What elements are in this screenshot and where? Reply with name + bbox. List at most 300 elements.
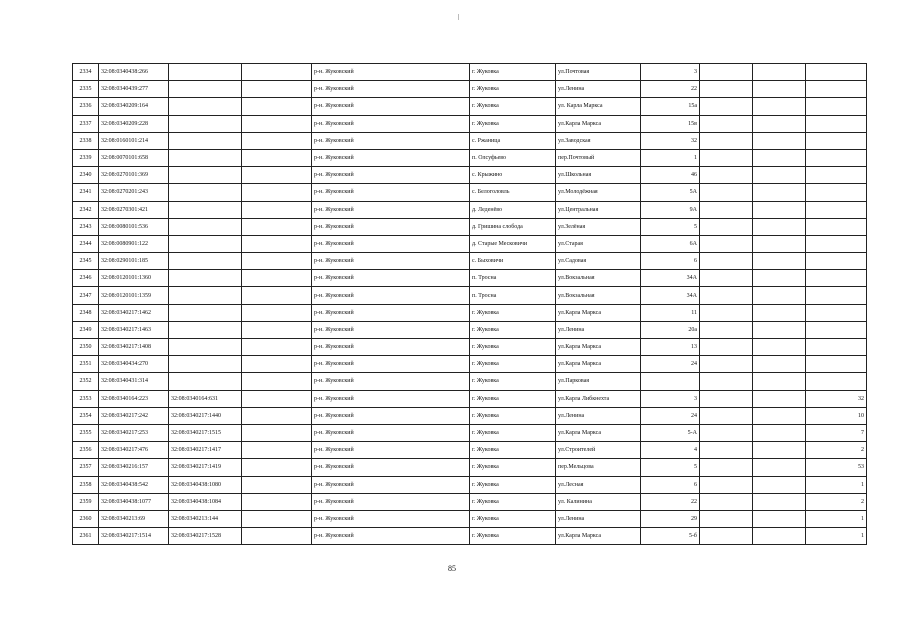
house-cell: 24	[641, 407, 700, 424]
table-row	[73, 356, 867, 373]
empty-cell	[242, 373, 312, 390]
street-cell: ул.Карла Маркса	[556, 304, 641, 321]
house-cell: 20а	[641, 321, 700, 338]
district-cell: р-н. Жуковский	[312, 510, 470, 527]
street-cell: ул.Ленина	[556, 407, 641, 424]
empty-cell	[242, 64, 312, 81]
empty-cell	[753, 493, 806, 510]
table-row	[73, 510, 867, 527]
empty-cell	[700, 493, 753, 510]
premises-number-cell: 1	[806, 528, 867, 545]
cadastral-number-building: 32:08:0340431:314	[99, 373, 169, 390]
scan-mark	[458, 14, 459, 20]
cadastral-number-building: 32:08:0120101:1359	[99, 287, 169, 304]
locality-cell: д. Леденёво	[470, 201, 556, 218]
empty-cell	[753, 167, 806, 184]
locality-cell: с. Быховичи	[470, 253, 556, 270]
premises-number-cell	[806, 287, 867, 304]
premises-number-cell: 2	[806, 442, 867, 459]
cadastral-number-premises: 32:08:0340438:1080	[169, 476, 242, 493]
empty-cell	[753, 132, 806, 149]
district-cell: р-н. Жуковский	[312, 304, 470, 321]
table-row	[73, 339, 867, 356]
premises-number-cell	[806, 339, 867, 356]
cadastral-number-building: 32:08:0340217:1408	[99, 339, 169, 356]
district-cell: р-н. Жуковский	[312, 270, 470, 287]
record-number: 2335	[73, 81, 99, 98]
empty-cell	[242, 201, 312, 218]
district-cell: р-н. Жуковский	[312, 64, 470, 81]
house-cell: 6А	[641, 235, 700, 252]
empty-cell	[753, 98, 806, 115]
empty-cell	[753, 442, 806, 459]
table-row	[73, 424, 867, 441]
empty-cell	[700, 218, 753, 235]
cadastral-number-building: 32:08:0120101:1360	[99, 270, 169, 287]
cadastral-number-building: 32:08:0340217:1514	[99, 528, 169, 545]
table-row	[73, 528, 867, 545]
house-cell: 13	[641, 339, 700, 356]
house-cell: 22	[641, 81, 700, 98]
street-cell: ул.Зелёная	[556, 218, 641, 235]
table-row	[73, 373, 867, 390]
empty-cell	[700, 459, 753, 476]
house-cell: 24	[641, 356, 700, 373]
record-number: 2339	[73, 149, 99, 166]
cadastral-number-premises	[169, 373, 242, 390]
record-number: 2343	[73, 218, 99, 235]
record-number: 2348	[73, 304, 99, 321]
district-cell: р-н. Жуковский	[312, 98, 470, 115]
cadastral-number-premises	[169, 115, 242, 132]
street-cell: ул.Вокзальная	[556, 270, 641, 287]
district-cell: р-н. Жуковский	[312, 476, 470, 493]
empty-cell	[242, 184, 312, 201]
cadastral-number-premises	[169, 321, 242, 338]
premises-number-cell: 1	[806, 510, 867, 527]
premises-number-cell	[806, 373, 867, 390]
table-row	[73, 476, 867, 493]
empty-cell	[753, 270, 806, 287]
street-cell: ул.Ленина	[556, 81, 641, 98]
district-cell: р-н. Жуковский	[312, 235, 470, 252]
empty-cell	[753, 390, 806, 407]
cadastral-number-premises: 32:08:0340217:1515	[169, 424, 242, 441]
record-number: 2338	[73, 132, 99, 149]
table-row	[73, 459, 867, 476]
street-cell: ул.Ленина	[556, 510, 641, 527]
street-cell: ул.Строителей	[556, 442, 641, 459]
locality-cell: г. Жуковка	[470, 390, 556, 407]
district-cell: р-н. Жуковский	[312, 115, 470, 132]
street-cell: ул.Ленина	[556, 321, 641, 338]
table-row	[73, 253, 867, 270]
table-row	[73, 270, 867, 287]
record-number: 2353	[73, 390, 99, 407]
record-number: 2345	[73, 253, 99, 270]
record-number: 2355	[73, 424, 99, 441]
empty-cell	[753, 528, 806, 545]
street-cell: ул.Заводская	[556, 132, 641, 149]
table-row	[73, 321, 867, 338]
district-cell: р-н. Жуковский	[312, 528, 470, 545]
empty-cell	[700, 98, 753, 115]
empty-cell	[753, 115, 806, 132]
house-cell: 32	[641, 132, 700, 149]
cadastral-number-building: 32:08:0340217:1463	[99, 321, 169, 338]
cadastral-number-building: 32:08:0340164:223	[99, 390, 169, 407]
house-cell: 5-А	[641, 424, 700, 441]
table-row	[73, 149, 867, 166]
cadastral-number-premises	[169, 64, 242, 81]
empty-cell	[753, 373, 806, 390]
record-number: 2337	[73, 115, 99, 132]
street-cell: ул.Карла Маркса	[556, 339, 641, 356]
empty-cell	[700, 321, 753, 338]
empty-cell	[700, 115, 753, 132]
cadastral-number-building: 32:08:0340434:270	[99, 356, 169, 373]
table-row	[73, 304, 867, 321]
record-number: 2342	[73, 201, 99, 218]
cadastral-number-premises	[169, 149, 242, 166]
premises-number-cell	[806, 149, 867, 166]
locality-cell: п. Тросна	[470, 287, 556, 304]
street-cell: пер.Мельцова	[556, 459, 641, 476]
street-cell: ул.Карла Либкнехта	[556, 390, 641, 407]
empty-cell	[700, 528, 753, 545]
table-row	[73, 132, 867, 149]
table-row	[73, 167, 867, 184]
empty-cell	[700, 287, 753, 304]
district-cell: р-н. Жуковский	[312, 149, 470, 166]
empty-cell	[242, 321, 312, 338]
record-number: 2352	[73, 373, 99, 390]
premises-number-cell: 10	[806, 407, 867, 424]
table-row	[73, 407, 867, 424]
empty-cell	[700, 390, 753, 407]
empty-cell	[753, 459, 806, 476]
empty-cell	[242, 424, 312, 441]
locality-cell: г. Жуковка	[470, 459, 556, 476]
district-cell: р-н. Жуковский	[312, 390, 470, 407]
district-cell: р-н. Жуковский	[312, 167, 470, 184]
cadastral-number-building: 32:08:0270301:421	[99, 201, 169, 218]
empty-cell	[753, 510, 806, 527]
locality-cell: г. Жуковка	[470, 64, 556, 81]
house-cell: 46	[641, 167, 700, 184]
locality-cell: д. Гришина слобода	[470, 218, 556, 235]
locality-cell: г. Жуковка	[470, 304, 556, 321]
empty-cell	[242, 493, 312, 510]
table-row	[73, 235, 867, 252]
locality-cell: г. Жуковка	[470, 528, 556, 545]
locality-cell: г. Жуковка	[470, 407, 556, 424]
record-number: 2357	[73, 459, 99, 476]
house-cell: 9А	[641, 201, 700, 218]
locality-cell: г. Жуковка	[470, 356, 556, 373]
house-cell: 29	[641, 510, 700, 527]
premises-number-cell	[806, 235, 867, 252]
table-row	[73, 81, 867, 98]
empty-cell	[242, 218, 312, 235]
empty-cell	[700, 184, 753, 201]
cadastral-number-building: 32:08:0270101:369	[99, 167, 169, 184]
empty-cell	[242, 270, 312, 287]
empty-cell	[753, 184, 806, 201]
page-number: 85	[448, 564, 456, 573]
house-cell	[641, 373, 700, 390]
empty-cell	[242, 167, 312, 184]
locality-cell: г. Жуковка	[470, 339, 556, 356]
cadastral-number-building: 32:08:0340217:1462	[99, 304, 169, 321]
empty-cell	[242, 132, 312, 149]
locality-cell: г. Жуковка	[470, 321, 556, 338]
empty-cell	[242, 81, 312, 98]
empty-cell	[242, 407, 312, 424]
street-cell: ул.Карла Маркса	[556, 115, 641, 132]
record-number: 2347	[73, 287, 99, 304]
record-number: 2360	[73, 510, 99, 527]
premises-number-cell	[806, 132, 867, 149]
street-cell: ул.Вокзальная	[556, 287, 641, 304]
street-cell: пер.Почтовый	[556, 149, 641, 166]
empty-cell	[700, 201, 753, 218]
table-row	[73, 287, 867, 304]
empty-cell	[700, 476, 753, 493]
cadastral-number-building: 32:08:0340217:253	[99, 424, 169, 441]
house-cell: 34А	[641, 270, 700, 287]
empty-cell	[753, 235, 806, 252]
cadastral-number-premises	[169, 253, 242, 270]
record-number: 2336	[73, 98, 99, 115]
record-number: 2359	[73, 493, 99, 510]
empty-cell	[753, 287, 806, 304]
premises-number-cell: 32	[806, 390, 867, 407]
empty-cell	[700, 424, 753, 441]
district-cell: р-н. Жуковский	[312, 201, 470, 218]
cadastral-number-premises	[169, 235, 242, 252]
record-number: 2350	[73, 339, 99, 356]
house-cell: 6	[641, 253, 700, 270]
cadastral-number-premises	[169, 270, 242, 287]
premises-number-cell: 2	[806, 493, 867, 510]
district-cell: р-н. Жуковский	[312, 493, 470, 510]
empty-cell	[700, 304, 753, 321]
empty-cell	[700, 510, 753, 527]
premises-number-cell	[806, 201, 867, 218]
house-cell: 15в	[641, 115, 700, 132]
street-cell: ул.Парковая	[556, 373, 641, 390]
house-cell: 6	[641, 476, 700, 493]
street-cell: ул.Почтовая	[556, 64, 641, 81]
premises-number-cell	[806, 115, 867, 132]
locality-cell: п. Тросна	[470, 270, 556, 287]
cadastral-number-premises	[169, 218, 242, 235]
premises-number-cell	[806, 64, 867, 81]
premises-number-cell	[806, 184, 867, 201]
empty-cell	[753, 304, 806, 321]
empty-cell	[753, 407, 806, 424]
district-cell: р-н. Жуковский	[312, 356, 470, 373]
cadastral-number-premises	[169, 81, 242, 98]
house-cell: 22	[641, 493, 700, 510]
cadastral-number-building: 32:08:0340209:164	[99, 98, 169, 115]
premises-number-cell	[806, 253, 867, 270]
premises-number-cell	[806, 98, 867, 115]
table-row	[73, 218, 867, 235]
locality-cell: п. Олсуфьево	[470, 149, 556, 166]
cadastral-number-premises	[169, 98, 242, 115]
locality-cell: г. Жуковка	[470, 510, 556, 527]
table-row	[73, 98, 867, 115]
street-cell: ул.Центральная	[556, 201, 641, 218]
empty-cell	[242, 235, 312, 252]
empty-cell	[242, 304, 312, 321]
empty-cell	[753, 218, 806, 235]
cadastral-number-premises: 32:08:0340217:1419	[169, 459, 242, 476]
house-cell: 3	[641, 390, 700, 407]
empty-cell	[753, 356, 806, 373]
cadastral-number-building: 32:08:0340216:157	[99, 459, 169, 476]
street-cell: ул.Лесная	[556, 476, 641, 493]
empty-cell	[700, 356, 753, 373]
empty-cell	[753, 64, 806, 81]
street-cell: ул.Молодёжная	[556, 184, 641, 201]
locality-cell: г. Жуковка	[470, 476, 556, 493]
empty-cell	[700, 167, 753, 184]
district-cell: р-н. Жуковский	[312, 424, 470, 441]
cadastral-number-building: 32:08:0340438:266	[99, 64, 169, 81]
cadastral-number-premises	[169, 356, 242, 373]
empty-cell	[700, 339, 753, 356]
empty-cell	[700, 373, 753, 390]
cadastral-number-premises: 32:08:0340217:1417	[169, 442, 242, 459]
locality-cell: г. Жуковка	[470, 98, 556, 115]
empty-cell	[242, 98, 312, 115]
empty-cell	[753, 424, 806, 441]
cadastral-number-building: 32:08:0340217:242	[99, 407, 169, 424]
locality-cell: г. Жуковка	[470, 493, 556, 510]
premises-number-cell: 7	[806, 424, 867, 441]
cadastral-number-premises: 32:08:0340217:1440	[169, 407, 242, 424]
record-number: 2351	[73, 356, 99, 373]
house-cell: 5-б	[641, 528, 700, 545]
empty-cell	[242, 356, 312, 373]
street-cell: ул.Старая	[556, 235, 641, 252]
premises-number-cell	[806, 321, 867, 338]
register-rows	[73, 64, 867, 545]
empty-cell	[242, 149, 312, 166]
district-cell: р-н. Жуковский	[312, 81, 470, 98]
empty-cell	[700, 235, 753, 252]
record-number: 2354	[73, 407, 99, 424]
district-cell: р-н. Жуковский	[312, 442, 470, 459]
cadastral-number-building: 32:08:0080101:536	[99, 218, 169, 235]
locality-cell: г. Жуковка	[470, 115, 556, 132]
empty-cell	[242, 510, 312, 527]
cadastral-number-building: 32:08:0290101:185	[99, 253, 169, 270]
premises-number-cell	[806, 304, 867, 321]
empty-cell	[242, 339, 312, 356]
table-row	[73, 390, 867, 407]
cadastral-number-premises	[169, 167, 242, 184]
district-cell: р-н. Жуковский	[312, 407, 470, 424]
record-number: 2344	[73, 235, 99, 252]
cadastral-number-premises: 32:08:0340213:144	[169, 510, 242, 527]
street-cell: ул. Калинина	[556, 493, 641, 510]
record-number: 2334	[73, 64, 99, 81]
empty-cell	[242, 287, 312, 304]
empty-cell	[700, 253, 753, 270]
locality-cell: с. Крыжино	[470, 167, 556, 184]
empty-cell	[242, 253, 312, 270]
locality-cell: г. Жуковка	[470, 424, 556, 441]
empty-cell	[700, 149, 753, 166]
premises-number-cell	[806, 167, 867, 184]
cadastral-number-premises: 32:08:0340164:631	[169, 390, 242, 407]
record-number: 2356	[73, 442, 99, 459]
table-row	[73, 64, 867, 81]
premises-number-cell	[806, 81, 867, 98]
record-number: 2341	[73, 184, 99, 201]
empty-cell	[700, 270, 753, 287]
record-number: 2361	[73, 528, 99, 545]
premises-number-cell	[806, 270, 867, 287]
empty-cell	[242, 115, 312, 132]
empty-cell	[242, 390, 312, 407]
cadastral-number-building: 32:08:0340213:69	[99, 510, 169, 527]
cadastral-number-building: 32:08:0270201:243	[99, 184, 169, 201]
empty-cell	[700, 132, 753, 149]
cadastral-number-building: 32:08:0340438:1077	[99, 493, 169, 510]
house-cell: 5А	[641, 184, 700, 201]
cadastral-number-premises	[169, 201, 242, 218]
empty-cell	[242, 476, 312, 493]
street-cell: ул.Садовая	[556, 253, 641, 270]
cadastral-number-building: 32:08:0340209:228	[99, 115, 169, 132]
cadastral-number-building: 32:08:0340438:542	[99, 476, 169, 493]
empty-cell	[242, 442, 312, 459]
cadastral-number-premises	[169, 184, 242, 201]
table-row	[73, 201, 867, 218]
cadastral-number-building: 32:08:0340439:277	[99, 81, 169, 98]
cadastral-number-premises	[169, 132, 242, 149]
cadastral-number-premises	[169, 287, 242, 304]
house-cell: 34А	[641, 287, 700, 304]
premises-number-cell: 1	[806, 476, 867, 493]
house-cell: 1	[641, 149, 700, 166]
empty-cell	[753, 81, 806, 98]
cadastral-number-premises	[169, 304, 242, 321]
locality-cell: г. Жуковка	[470, 373, 556, 390]
locality-cell: г. Жуковка	[470, 442, 556, 459]
district-cell: р-н. Жуковский	[312, 287, 470, 304]
district-cell: р-н. Жуковский	[312, 339, 470, 356]
street-cell: ул.Карла Маркса	[556, 424, 641, 441]
cadastral-number-building: 32:08:0340217:476	[99, 442, 169, 459]
cadastral-number-building: 32:08:0070101:658	[99, 149, 169, 166]
empty-cell	[700, 81, 753, 98]
house-cell: 5	[641, 218, 700, 235]
premises-number-cell: 53	[806, 459, 867, 476]
locality-cell: с. Белоголовль	[470, 184, 556, 201]
locality-cell: с. Ржаница	[470, 132, 556, 149]
record-number: 2358	[73, 476, 99, 493]
district-cell: р-н. Жуковский	[312, 132, 470, 149]
empty-cell	[753, 253, 806, 270]
district-cell: р-н. Жуковский	[312, 459, 470, 476]
empty-cell	[753, 149, 806, 166]
